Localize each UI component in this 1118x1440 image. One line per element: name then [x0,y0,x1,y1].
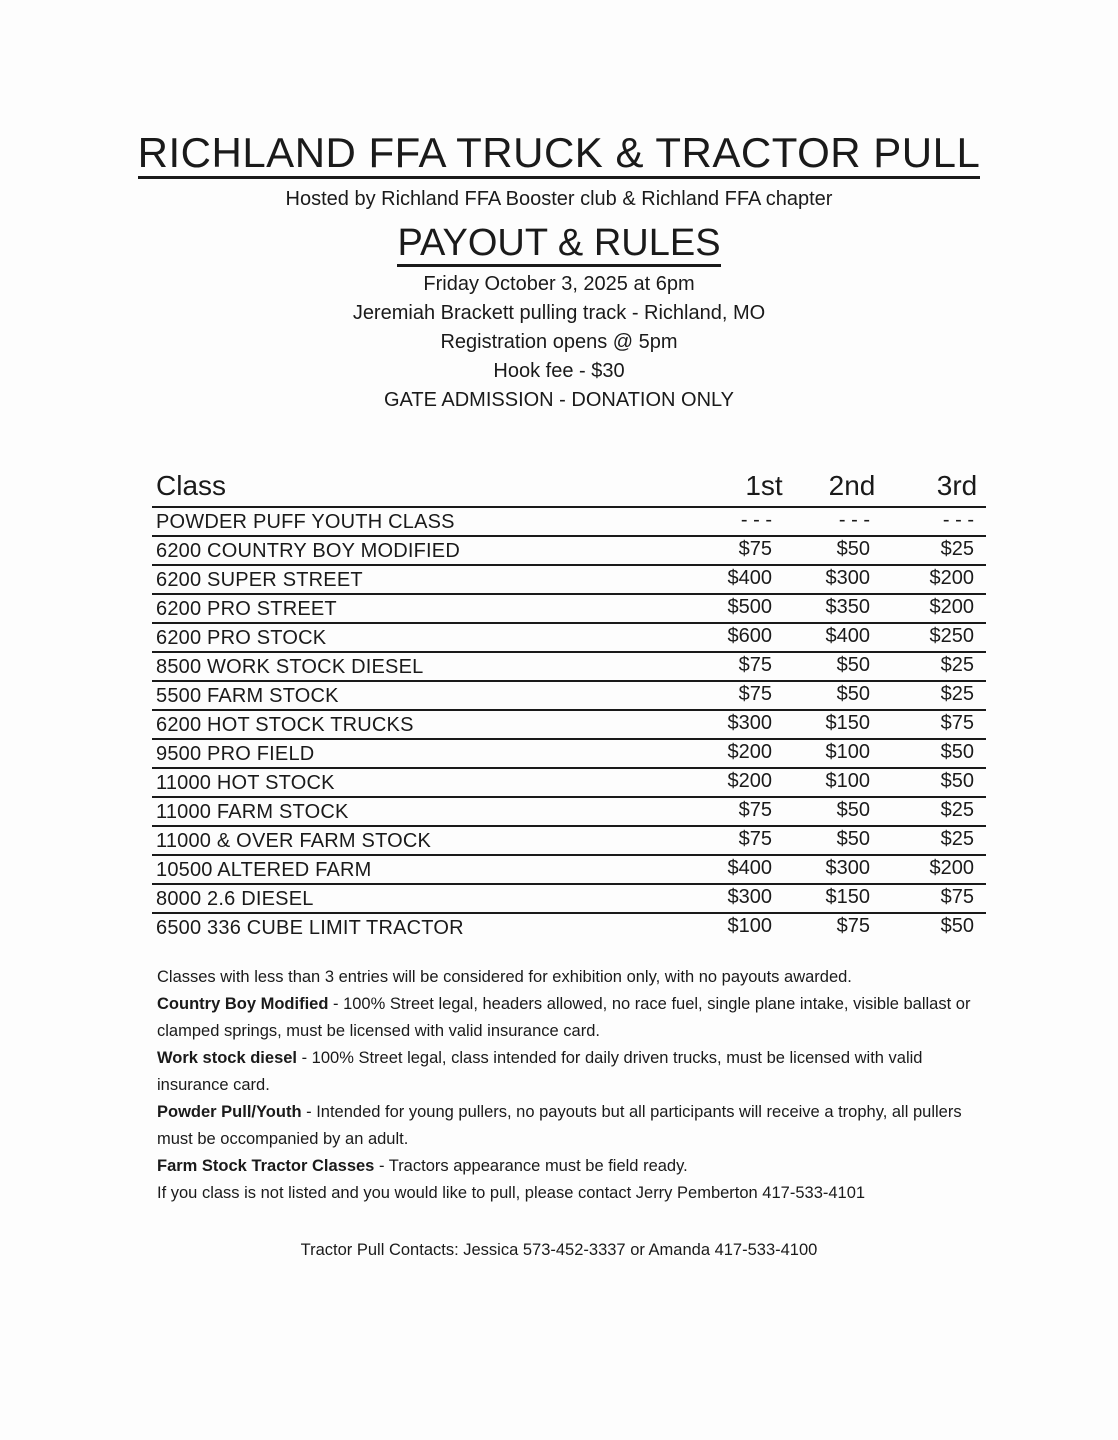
table-row [152,653,986,682]
rule-work-stock [157,1045,987,1099]
rule-not-listed: If you class is not listed and you would like to pull, please contact Jerry Pemberton 417-533-4101 [157,1184,866,1202]
row-third: $50 [940,741,974,763]
section-title-text: PAYOUT & RULES [397,222,720,267]
row-first: $75 [738,799,772,821]
table-row [152,711,986,740]
row-third: - - - [942,509,974,531]
table-row [152,914,986,941]
row-first: - - - [740,509,772,531]
row-first: $75 [738,538,772,560]
row-class: 11000 HOT STOCK [156,772,335,794]
contacts-line: Tractor Pull Contacts: Jessica 573-452-3337 or Amanda 417-533-4100 [300,1241,818,1259]
table-row [152,682,986,711]
rule-work-stock-label: Work stock diesel [157,1049,298,1067]
row-first: $300 [727,886,772,908]
flyer-title-text: RICHLAND FFA TRUCK & TRACTOR PULL [138,129,981,179]
row-class: 6200 PRO STREET [156,598,337,620]
section-title [0,220,1118,266]
row-second: $50 [836,828,870,850]
row-first: $300 [727,712,772,734]
row-first: $75 [738,654,772,676]
table-row [152,566,986,595]
row-first: $75 [738,683,772,705]
row-third: $50 [940,770,974,792]
rules-section [157,964,987,1207]
table-row [152,595,986,624]
row-first: $200 [727,741,772,763]
table-row [152,740,986,769]
hook-fee: Hook fee - $30 [493,360,625,382]
row-third: $75 [940,886,974,908]
row-first: $200 [727,770,772,792]
row-second: $400 [825,625,870,647]
row-class: 5500 FARM STOCK [156,685,339,707]
row-class: 11000 FARM STOCK [156,801,349,823]
payout-table-body [152,508,986,941]
row-third: $25 [940,654,974,676]
table-row [152,885,986,914]
rule-work-stock-text: - 100% Street legal, class intended for daily driven trucks, must be licensed with valid insurance card. [157,1049,923,1094]
table-row [152,827,986,856]
rule-country-boy-text: - 100% Street legal, headers allowed, no race fuel, single plane intake, visible ballast or clamped springs, must be licensed with valid insurance card. [157,995,971,1040]
row-third: $25 [940,828,974,850]
rule-farm-stock-label: Farm Stock Tractor Classes [157,1157,375,1175]
row-third: $200 [929,857,974,879]
row-third: $25 [940,538,974,560]
table-row [152,769,986,798]
row-class: 9500 PRO FIELD [156,743,315,765]
row-class: 10500 ALTERED FARM [156,859,372,881]
rule-exhibition: Classes with less than 3 entries will be considered for exhibition only, with no payouts awarded. [157,968,852,986]
gate-admission: GATE ADMISSION - DONATION ONLY [383,389,735,411]
row-second: $100 [825,741,870,763]
row-third: $25 [940,799,974,821]
flyer-subtitle: Hosted by Richland FFA Booster club & Richland FFA chapter [285,188,833,210]
row-class: 6200 SUPER STREET [156,569,363,591]
row-second: $50 [836,799,870,821]
row-class: 8000 2.6 DIESEL [156,888,314,910]
row-third: $200 [929,567,974,589]
rule-powder-pull-text: - Intended for young pullers, no payouts but all participants will receive a trophy, all pullers must be occompanied by an adult. [157,1103,962,1148]
table-row [152,856,986,885]
row-second: $100 [825,770,870,792]
row-second: $350 [825,596,870,618]
payout-table [152,466,986,941]
event-location: Jeremiah Brackett pulling track - Richland, MO [352,302,766,324]
rule-country-boy [157,991,987,1045]
row-third: $250 [929,625,974,647]
row-class: 8500 WORK STOCK DIESEL [156,656,424,678]
rule-country-boy-label: Country Boy Modified [157,995,329,1013]
row-class: 11000 & OVER FARM STOCK [156,830,432,852]
row-third: $25 [940,683,974,705]
row-second: $50 [836,654,870,676]
row-class: 6500 336 CUBE LIMIT TRACTOR [156,917,464,939]
header-second: 2nd [828,470,876,501]
row-second: $150 [825,712,870,734]
row-third: $200 [929,596,974,618]
row-class: 6200 COUNTRY BOY MODIFIED [156,540,460,562]
row-second: $300 [825,567,870,589]
table-row [152,508,986,537]
row-first: $100 [727,915,772,937]
row-second: - - - [838,509,870,531]
row-second: $150 [825,886,870,908]
table-row [152,798,986,827]
rule-powder-pull-label: Powder Pull/Youth [157,1103,302,1121]
event-date: Friday October 3, 2025 at 6pm [423,273,695,295]
row-third: $50 [940,915,974,937]
header-third: 3rd [936,470,978,501]
rule-farm-stock [157,1153,987,1180]
header-first: 1st [745,470,783,501]
payout-table-header [152,466,986,508]
row-first: $400 [727,567,772,589]
registration-time: Registration opens @ 5pm [440,331,678,353]
table-row [152,537,986,566]
rule-farm-stock-text: - Tractors appearance must be field ready. [374,1157,688,1175]
row-first: $400 [727,857,772,879]
table-row [152,624,986,653]
row-second: $300 [825,857,870,879]
row-first: $600 [727,625,772,647]
row-class: POWDER PUFF YOUTH CLASS [156,511,455,533]
header-class: Class [156,470,227,501]
row-second: $50 [836,538,870,560]
row-first: $75 [738,828,772,850]
rule-powder-pull [157,1099,987,1153]
row-second: $50 [836,683,870,705]
row-class: 6200 HOT STOCK TRUCKS [156,714,414,736]
row-first: $500 [727,596,772,618]
flyer-title [0,128,1118,178]
row-second: $75 [836,915,870,937]
row-class: 6200 PRO STOCK [156,627,327,649]
row-third: $75 [940,712,974,734]
